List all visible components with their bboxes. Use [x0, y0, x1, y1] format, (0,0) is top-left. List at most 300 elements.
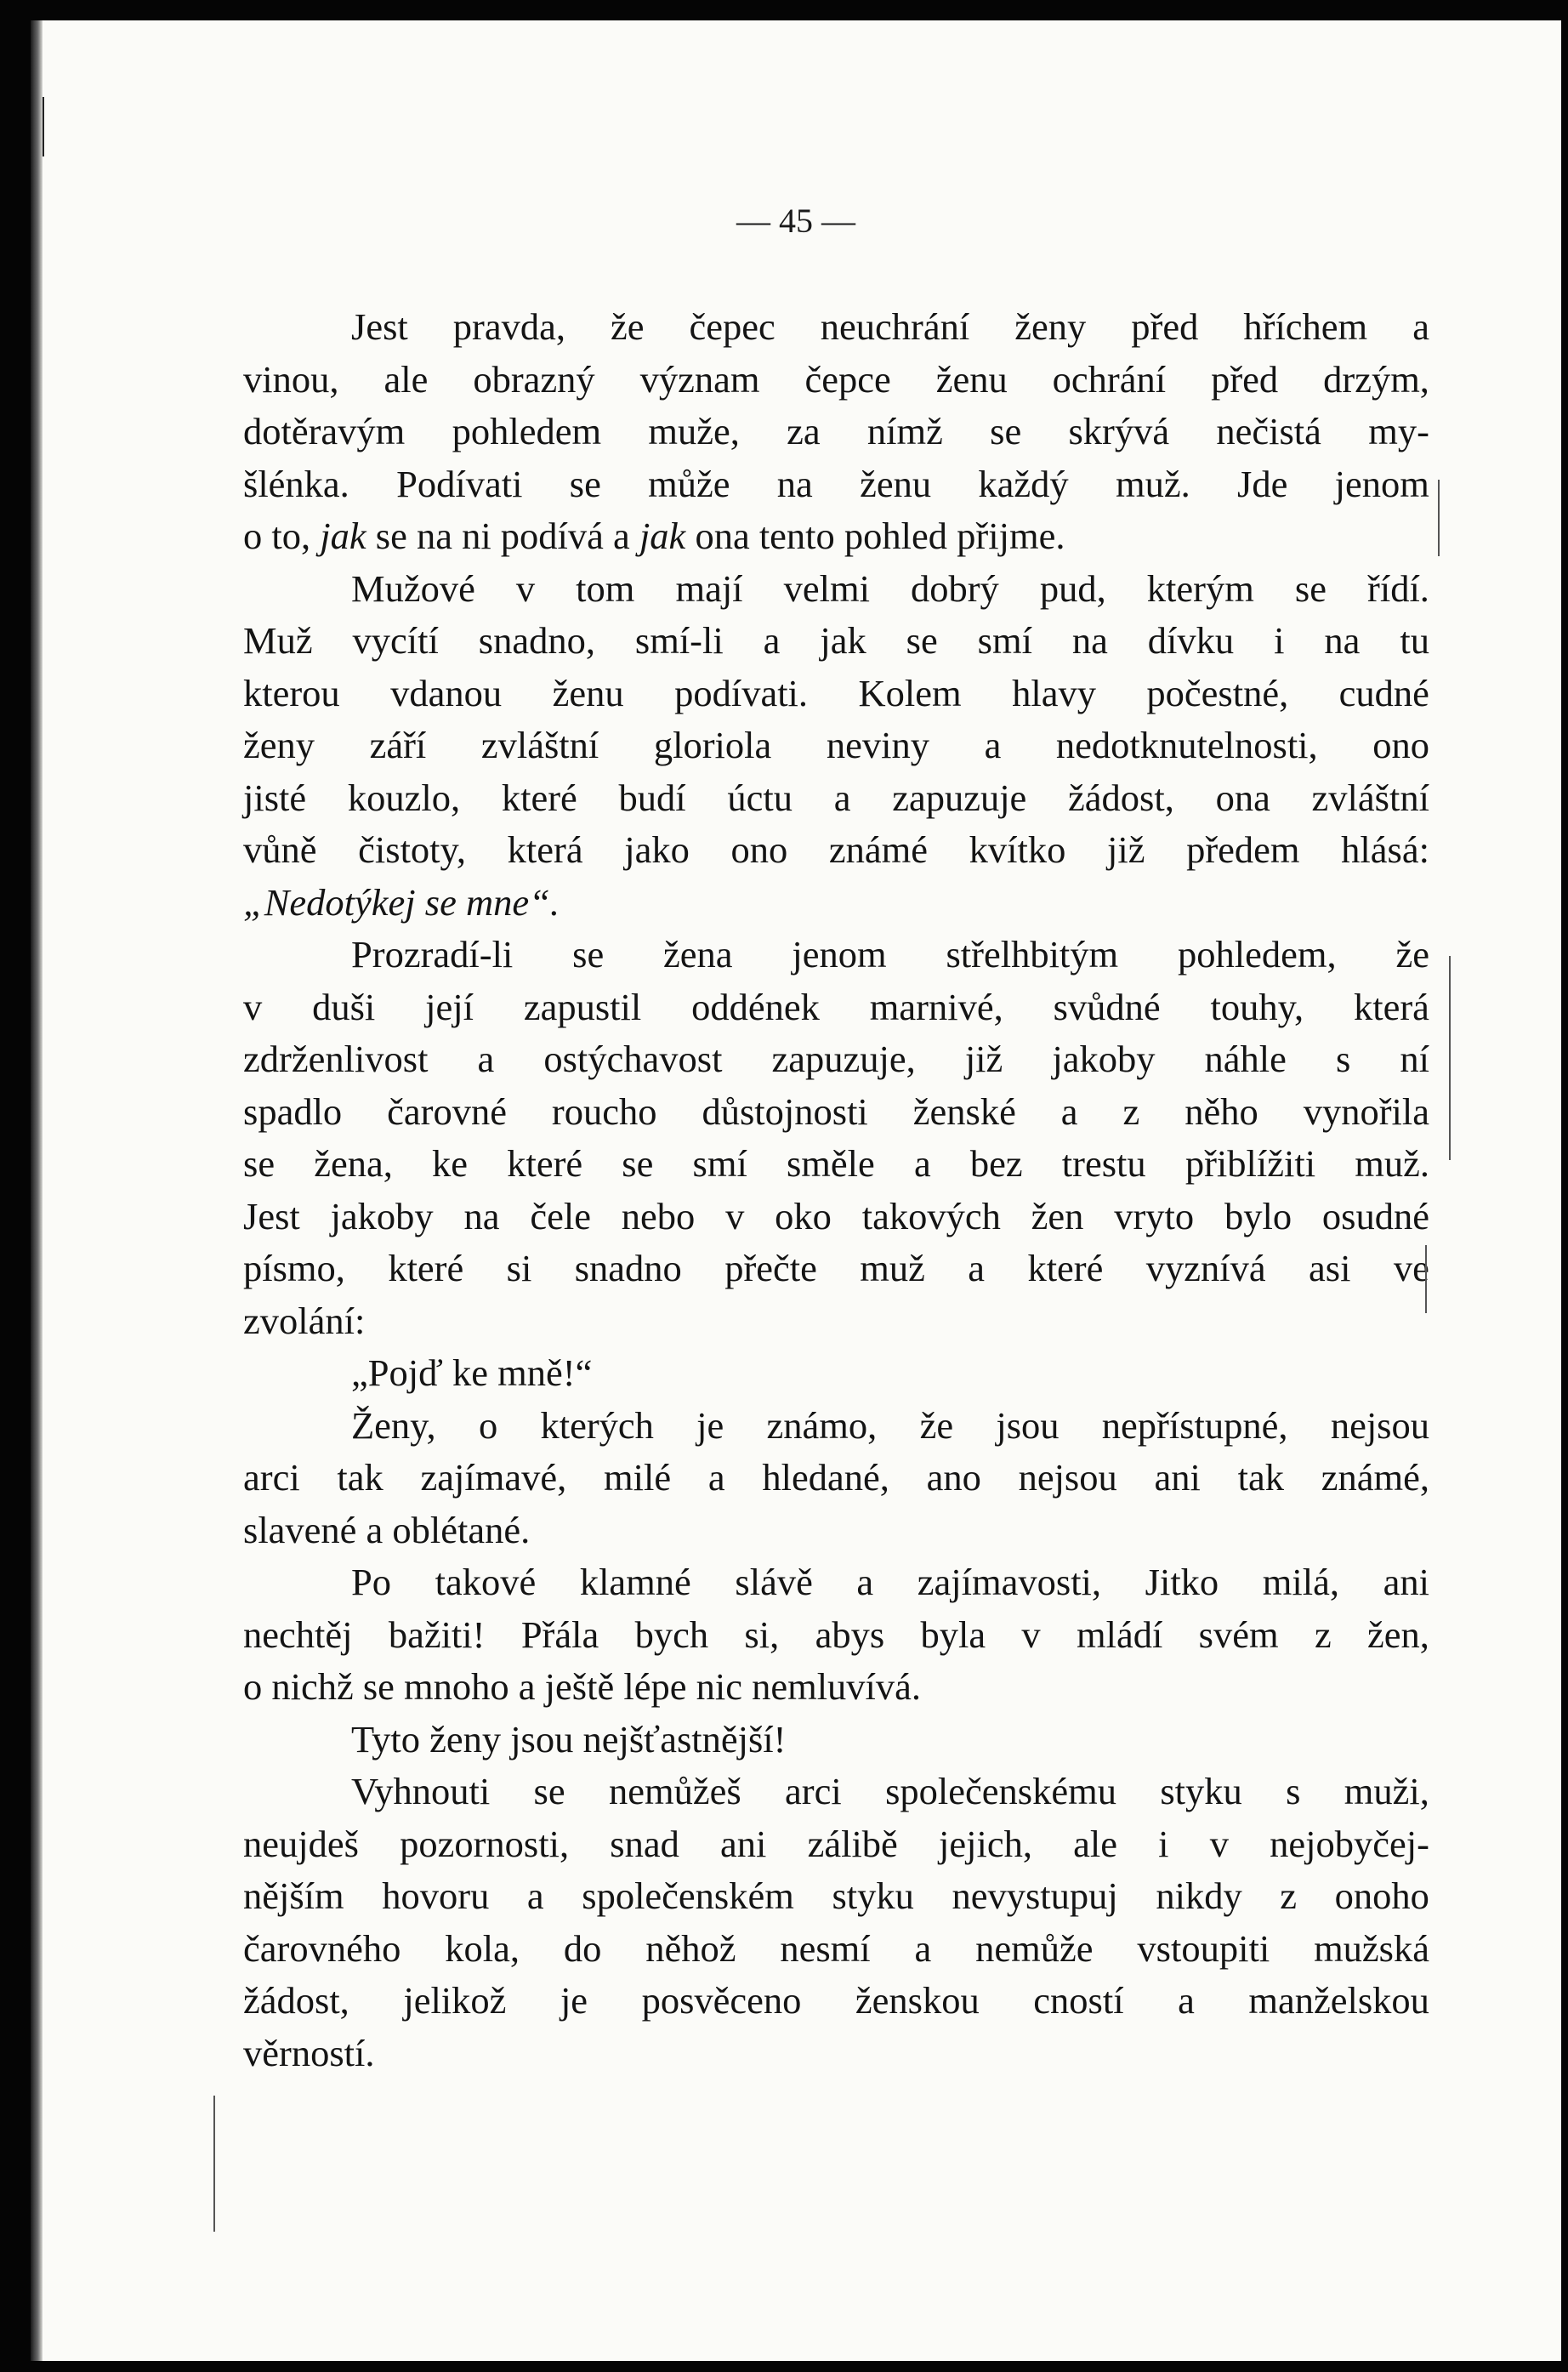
word: a — [707, 1456, 725, 1499]
word: ono — [1372, 724, 1429, 766]
text-segment: se na ni podívá a — [366, 515, 639, 557]
word: jenom — [792, 933, 887, 976]
word: Prozradí-li — [351, 933, 514, 976]
word: nejobyčej- — [1270, 1822, 1429, 1865]
text-line — [243, 1505, 1429, 1557]
word: které — [388, 1247, 464, 1289]
word: známé — [828, 828, 928, 871]
word: jakoby — [1052, 1038, 1156, 1080]
word: touhy, — [1210, 985, 1304, 1028]
word: se — [243, 1142, 276, 1185]
text-line — [243, 1766, 1429, 1818]
word: obrazný — [473, 357, 595, 401]
word: zapuzuje — [892, 776, 1027, 819]
word: vyznívá — [1145, 1247, 1266, 1289]
text-line — [243, 1086, 1429, 1139]
text-line — [243, 1923, 1429, 1976]
word: ani — [1154, 1456, 1201, 1499]
word: onoho — [1334, 1874, 1429, 1917]
text-segment: ona tento pohled přijme. — [685, 515, 1065, 557]
word: známé, — [1321, 1456, 1429, 1499]
word: muž — [860, 1247, 925, 1289]
page-number: — 45 — — [736, 202, 855, 240]
word: se — [622, 1142, 654, 1185]
word: řídí. — [1367, 566, 1429, 610]
word: pravda, — [452, 305, 565, 348]
word: čistoty, — [358, 828, 467, 871]
text-line — [243, 1556, 1429, 1609]
word: hovoru — [382, 1874, 490, 1917]
word: ženu — [860, 462, 932, 505]
text-line — [243, 720, 1429, 772]
word: přiblížiti — [1185, 1142, 1316, 1185]
word: úctu — [727, 776, 793, 819]
word: neuchrání — [820, 305, 970, 348]
word: muže, — [648, 410, 740, 452]
word: z — [1280, 1874, 1298, 1917]
word: na — [776, 462, 813, 505]
text-segment: zvolání: — [243, 1299, 366, 1342]
margin-mark — [1449, 956, 1451, 1160]
word: vdanou — [390, 671, 503, 714]
word: s — [1286, 1770, 1301, 1812]
word: na — [1071, 619, 1108, 662]
word: oko — [775, 1194, 832, 1237]
body-text — [243, 301, 1429, 2079]
word: ní — [1400, 1038, 1429, 1080]
word: pohledem — [452, 410, 602, 452]
text-line — [243, 1243, 1429, 1295]
word: styku — [1160, 1770, 1242, 1812]
word: zajímavosti, — [917, 1561, 1102, 1603]
word: na — [1324, 619, 1361, 662]
word: svůdné — [1053, 985, 1161, 1028]
word: které — [501, 776, 577, 819]
word: ono — [730, 828, 788, 871]
word: dívku — [1147, 619, 1235, 662]
word: neviny — [826, 724, 929, 766]
word: asi — [1309, 1247, 1351, 1289]
word: i — [1158, 1822, 1169, 1865]
word: my- — [1368, 410, 1429, 452]
word: které — [1027, 1247, 1104, 1289]
word: pohledem, — [1178, 933, 1337, 976]
word: ženské — [912, 1089, 1016, 1133]
word: marnivé, — [869, 985, 1003, 1028]
word: mužská — [1314, 1926, 1429, 1970]
word: se — [906, 619, 938, 662]
word: že — [919, 1403, 954, 1447]
margin-mark — [1438, 480, 1440, 556]
word: hlavy — [1012, 671, 1096, 714]
word: a — [913, 1142, 931, 1185]
word: ve — [1393, 1247, 1429, 1289]
word: střelhbitým — [946, 933, 1119, 976]
word: bez — [969, 1142, 1023, 1185]
word: se — [572, 933, 605, 976]
word: žen, — [1367, 1613, 1429, 1656]
word: podívati. — [674, 671, 809, 714]
word: čepce — [804, 357, 891, 401]
word: Muž — [243, 619, 313, 662]
word: žádost, — [1068, 776, 1174, 819]
word: Mužové — [351, 566, 475, 610]
word: čarovného — [243, 1926, 401, 1970]
word: něho — [1185, 1089, 1258, 1133]
word: přečte — [724, 1247, 817, 1289]
word: dotěravým — [243, 410, 406, 452]
word: ale — [1073, 1822, 1117, 1865]
word: a — [833, 776, 851, 819]
word: nímž — [866, 410, 943, 452]
word: důstojnosti — [702, 1089, 868, 1133]
word: nedotknutelnosti, — [1055, 724, 1318, 766]
word: čepec — [689, 305, 775, 348]
text-segment: „Pojď ke mně!“ — [351, 1351, 593, 1394]
text-segment: o to, — [243, 515, 321, 557]
word: ženu — [935, 357, 1008, 401]
word: které — [507, 1142, 583, 1185]
word: předem — [1186, 828, 1300, 871]
word: nevystupuj — [952, 1874, 1118, 1917]
word: ano — [926, 1456, 981, 1499]
word: šlénka. — [243, 462, 349, 505]
word: zapustil — [523, 985, 642, 1028]
word: Jitko — [1145, 1561, 1219, 1603]
word: posvěceno — [641, 1979, 802, 2022]
word: muž. — [1115, 462, 1190, 505]
text-line — [243, 458, 1429, 511]
word: kterých — [540, 1403, 654, 1447]
word: již — [964, 1038, 1003, 1080]
word: nesmí — [780, 1926, 871, 1970]
word: nejsou — [1330, 1403, 1429, 1447]
word: jenom — [1334, 462, 1429, 505]
word: tak — [1237, 1456, 1284, 1499]
text-line — [243, 406, 1429, 458]
word: a — [526, 1874, 544, 1917]
word: kterým — [1146, 566, 1254, 610]
word: její — [425, 985, 474, 1028]
word: spadlo — [243, 1089, 343, 1133]
word: nepřístupné, — [1101, 1403, 1288, 1447]
word: Přála — [520, 1613, 599, 1656]
word: ženy — [243, 724, 315, 766]
text-line — [243, 1347, 1429, 1400]
word: před — [1131, 305, 1199, 348]
word: se — [1294, 566, 1327, 610]
word: si — [506, 1247, 532, 1289]
word: vstoupiti — [1137, 1926, 1270, 1970]
text-line — [243, 1870, 1429, 1923]
word: ochrání — [1052, 357, 1167, 401]
word: společenském — [582, 1874, 794, 1917]
word: žena, — [314, 1142, 393, 1185]
word: v — [515, 566, 536, 610]
word: zvláštní — [1311, 776, 1429, 819]
word: a — [914, 1926, 932, 1970]
word: hříchem — [1243, 305, 1368, 348]
text-line — [243, 563, 1429, 616]
word: osudné — [1321, 1194, 1429, 1237]
margin-mark — [213, 2096, 215, 2232]
book-spine-shadow — [31, 20, 43, 2361]
word: cudné — [1338, 671, 1429, 714]
book-page — [31, 20, 1561, 2361]
margin-mark — [1425, 1245, 1427, 1313]
word: takových — [861, 1194, 1001, 1237]
word: v — [1209, 1822, 1229, 1865]
text-line — [243, 1714, 1429, 1766]
word: nemůže — [975, 1926, 1094, 1970]
word: jsou — [996, 1403, 1060, 1447]
word: která — [1353, 985, 1429, 1028]
word: září — [369, 724, 427, 766]
word: muž. — [1355, 1142, 1429, 1185]
word: mládí — [1077, 1613, 1163, 1656]
word: abys — [815, 1613, 885, 1656]
text-segment: „Nedotýkej se mne“. — [243, 880, 560, 924]
word: a — [1178, 1979, 1195, 2022]
word: roucho — [551, 1089, 657, 1133]
word: milá, — [1262, 1561, 1339, 1603]
text-line — [243, 877, 1429, 930]
word: o — [478, 1403, 498, 1447]
text-segment: o nichž se mnoho a ještě lépe nic nemluvívá. — [243, 1665, 922, 1708]
word: pud, — [1039, 566, 1106, 610]
word: manželskou — [1248, 1979, 1429, 2022]
word: styku — [832, 1874, 914, 1917]
word: Vyhnouti — [351, 1770, 491, 1812]
word: klamné — [579, 1561, 691, 1603]
word: žen — [1031, 1194, 1084, 1237]
word: v — [243, 985, 263, 1028]
word: si, — [744, 1613, 780, 1656]
word: a — [968, 1247, 986, 1289]
word: společenskému — [885, 1770, 1116, 1812]
word: ženu — [552, 671, 624, 714]
word: kvítko — [969, 828, 1066, 871]
word: smí — [977, 619, 1032, 662]
text-line — [243, 2028, 1429, 2080]
word: je — [560, 1979, 588, 2022]
text-line — [243, 1400, 1429, 1453]
text-line — [243, 1295, 1429, 1348]
text-line — [243, 354, 1429, 407]
word: kouzlo, — [347, 776, 461, 819]
word: každý — [978, 462, 1069, 505]
word: drzým, — [1323, 357, 1429, 401]
word: bych — [634, 1613, 709, 1656]
word: zapuzuje, — [771, 1038, 916, 1080]
word: kola, — [445, 1926, 520, 1970]
word: jejich, — [938, 1822, 1032, 1865]
word: směle — [786, 1142, 875, 1185]
word: tom — [576, 566, 635, 610]
word: se — [533, 1770, 565, 1812]
word: nebo — [621, 1194, 696, 1237]
word: Jest — [243, 1194, 300, 1237]
word: z — [1314, 1613, 1332, 1656]
word: v — [1021, 1613, 1041, 1656]
italic-word: jak — [639, 515, 686, 557]
word: neujdeš — [243, 1822, 359, 1865]
word: dobrý — [910, 566, 999, 610]
word: duši — [312, 985, 376, 1028]
word: jisté — [243, 776, 307, 819]
word: a — [984, 724, 1002, 766]
word: ke — [432, 1142, 469, 1185]
text-line — [243, 824, 1429, 877]
word: vynořila — [1303, 1089, 1429, 1133]
word: vryto — [1114, 1194, 1195, 1237]
word: takové — [435, 1561, 537, 1603]
word: nejsou — [1018, 1456, 1117, 1499]
text-line — [243, 301, 1429, 354]
word: nechtěj — [243, 1613, 353, 1656]
word: kterou — [243, 671, 340, 714]
word: cností — [1033, 1979, 1124, 2022]
text-line — [243, 929, 1429, 981]
word: se — [990, 410, 1022, 452]
word: čele — [530, 1194, 591, 1237]
word: arci — [785, 1770, 842, 1812]
word: zajímavé, — [420, 1456, 567, 1499]
word: za — [787, 410, 821, 452]
word: velmi — [783, 566, 870, 610]
word: něhož — [645, 1926, 736, 1970]
word: v — [725, 1194, 745, 1237]
italic-word: jak — [320, 515, 366, 557]
word: a — [763, 619, 781, 662]
word: byla — [920, 1613, 986, 1656]
word: nikdy — [1156, 1874, 1242, 1917]
word: snadno, — [478, 619, 595, 662]
word: na — [463, 1194, 500, 1237]
word: gloriola — [653, 724, 772, 766]
word: Ženy, — [351, 1403, 436, 1447]
word: jak — [820, 619, 866, 662]
text-line — [243, 615, 1429, 668]
text-line — [243, 1975, 1429, 2028]
word: zálibě — [807, 1822, 898, 1865]
word: tu — [1400, 619, 1429, 662]
word: bylo — [1224, 1194, 1292, 1237]
word: již — [1106, 828, 1145, 871]
word: a — [477, 1038, 495, 1080]
word: skrývá — [1068, 410, 1170, 452]
word: nečistá — [1216, 410, 1321, 452]
word: Kolem — [858, 671, 962, 714]
word: jakoby — [330, 1194, 434, 1237]
word: ani — [720, 1822, 767, 1865]
word: tak — [337, 1456, 383, 1499]
word: ale — [383, 357, 429, 401]
word: zdrženlivost — [243, 1038, 429, 1080]
word: hlásá: — [1341, 828, 1429, 871]
word: Jest — [351, 305, 408, 348]
word: trestu — [1061, 1142, 1146, 1185]
text-line — [243, 1033, 1429, 1086]
text-segment: slavené a oblétané. — [243, 1508, 531, 1551]
word: jelikož — [403, 1979, 507, 2022]
word: čarovné — [387, 1089, 507, 1133]
text-line — [243, 668, 1429, 720]
word: známo, — [766, 1403, 878, 1447]
word: vycítí — [352, 619, 439, 662]
word: oddének — [691, 985, 820, 1028]
word: s — [1335, 1038, 1351, 1080]
text-segment: věrností. — [243, 2031, 375, 2074]
spine-mark — [43, 97, 44, 156]
text-line — [243, 981, 1429, 1034]
word: ani — [1383, 1561, 1429, 1603]
text-line — [243, 510, 1429, 563]
word: ženskou — [855, 1979, 980, 2022]
word: žádost, — [243, 1979, 349, 2022]
text-line — [243, 1609, 1429, 1662]
text-line — [243, 1138, 1429, 1191]
word: i — [1274, 619, 1285, 662]
word: Jde — [1237, 462, 1288, 505]
word: vůně — [243, 828, 317, 871]
word: hledané, — [762, 1456, 889, 1499]
word: smí — [692, 1142, 747, 1185]
word: a — [856, 1561, 874, 1603]
word: že — [1395, 933, 1429, 976]
word: arci — [243, 1456, 300, 1499]
text-line — [243, 1191, 1429, 1243]
word: ženy — [1014, 305, 1087, 348]
word: Po — [351, 1561, 391, 1603]
word: nějším — [243, 1874, 344, 1917]
text-line — [243, 1818, 1429, 1871]
word: před — [1211, 357, 1279, 401]
word: význam — [639, 357, 760, 401]
word: jako — [624, 828, 690, 871]
word: a — [1412, 305, 1429, 348]
word: že — [610, 305, 645, 348]
word: svém — [1198, 1613, 1279, 1656]
word: ona — [1215, 776, 1270, 819]
word: z — [1122, 1089, 1140, 1133]
word: je — [696, 1403, 724, 1447]
word: Podívati — [396, 462, 523, 505]
word: milé — [604, 1456, 672, 1499]
word: která — [507, 828, 583, 871]
word: vinou, — [243, 357, 339, 401]
word: mají — [675, 566, 743, 610]
word: muži, — [1344, 1770, 1429, 1812]
word: budí — [618, 776, 686, 819]
word: do — [563, 1926, 602, 1970]
text-line — [243, 1452, 1429, 1505]
word: žena — [663, 933, 733, 976]
word: může — [648, 462, 730, 505]
word: bažiti! — [388, 1613, 486, 1656]
word: se — [569, 462, 601, 505]
word: slávě — [735, 1561, 813, 1603]
word: a — [1060, 1089, 1078, 1133]
word: snad — [610, 1822, 679, 1865]
word: počestné, — [1146, 671, 1289, 714]
text-line — [243, 772, 1429, 825]
word: pozornosti, — [400, 1822, 570, 1865]
word: ostýchavost — [543, 1038, 723, 1080]
word: písmo, — [243, 1247, 345, 1289]
text-line — [243, 1661, 1429, 1714]
word: nemůžeš — [608, 1770, 741, 1812]
